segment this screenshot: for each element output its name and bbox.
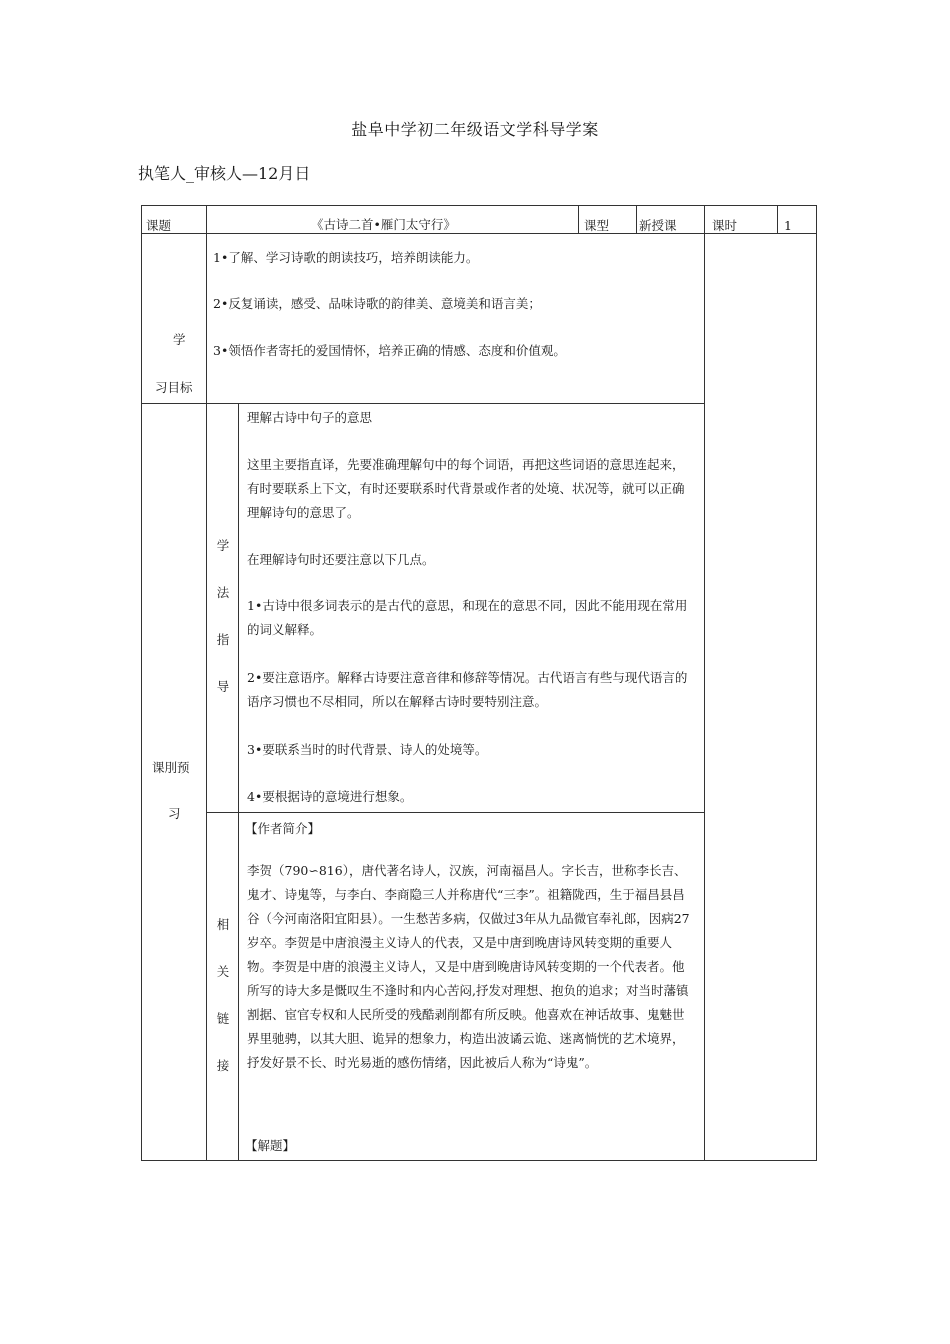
topic-label: 课题: [146, 218, 172, 233]
explanation-heading: 【解题】: [245, 1138, 296, 1153]
divider: [777, 205, 778, 234]
author-reviewer-line: 执笔人_审核人—12月日: [138, 164, 311, 183]
type-label: 课型: [584, 218, 610, 233]
lesson-plan-table: [141, 205, 817, 1161]
method-point: 3•要联系当时的时代背景、诗人的处境等。: [247, 742, 488, 757]
hours-value: 1: [784, 218, 792, 233]
table-border-top: [141, 205, 817, 206]
related-links-label: 相 关 链 接: [216, 917, 230, 1073]
objectives-label-top: 学: [173, 332, 186, 347]
author-bio: 李贺（790∽816），唐代著名诗人，汉族，河南福昌人。字长吉，世称李长吉、鬼才、诗鬼等，与李白、李商隐三人并称唐代“三李”。祖籍陇西，生于福昌县昌谷（今河南洛阳宜阳县）。一生愁苦多病，仅做过3年从九品微官奉礼郎，因病27岁卒。李贺是中唐浪漫主义诗人的代表，又是中唐到晚唐诗风转变期的重要人物。李贺是中唐的浪漫主义诗人，又是中唐到晚唐诗风转变期的一个代表者。他所写的诗大多是慨叹生不逢时和内心苦闷,抒发对理想、抱负的追求；对当时藩镇割据、宦官专权和人民所受的残酷剥削都有所反映。他喜欢在神话故事、鬼魅世界里驰骋，以其大胆、诡异的想象力，构造出波谲云诡、迷离惝恍的艺术境界，抒发好景不长、时光易逝的感伤情绪，因此被后人称为“诗鬼”。: [247, 863, 690, 1070]
hours-label: 课时: [712, 218, 738, 233]
divider: [704, 205, 705, 1161]
method-point: 4•要根据诗的意境进行想象。: [247, 789, 413, 804]
divider: [636, 205, 637, 234]
method-note: 在理解诗句时还要注意以下几点。: [247, 552, 435, 567]
objective-item: 3•领悟作者寄托的爱国情怀，培养正确的情感、态度和价值观。: [213, 343, 566, 358]
method-point: 2•要注意语序。解释古诗要注意音律和修辞等情况。古代语言有些与现代语言的语序习惯也不尽相同，所以在解释古诗时要特别注意。: [247, 670, 688, 709]
method-guide-label: 学 法 指 导: [216, 538, 230, 694]
type-value: 新授课: [639, 218, 677, 233]
author-intro-heading: 【作者简介】: [245, 821, 321, 836]
document-title: 盐阜中学初二年级语文学科导学案: [351, 120, 599, 139]
divider: [578, 205, 579, 234]
objectives-label-bottom: 习目标: [155, 380, 193, 395]
divider: [238, 403, 239, 1161]
objective-item: 2•反复诵读，感受、品味诗歌的韵律美、意境美和语言美；: [213, 296, 541, 311]
divider: [141, 403, 705, 404]
method-point: 1•古诗中很多词表示的是古代的意思，和现在的意思不同，因此不能用现在常用的词义解释。: [247, 598, 688, 637]
preview-label-bottom: 习: [168, 806, 181, 821]
method-intro: 这里主要指直译，先要准确理解句中的每个词语，再把这些词语的意思连起来，有时要联系上下文，有时还要联系时代背景或作者的处境、状况等，就可以正确理解诗句的意思了。: [247, 457, 685, 520]
topic-value: 《古诗二首•雁门太守行》: [311, 217, 456, 232]
table-border-right: [816, 205, 817, 1161]
method-heading: 理解古诗中句子的意思: [247, 410, 373, 425]
divider: [206, 233, 207, 1161]
table-border-left: [141, 205, 142, 1161]
divider: [206, 812, 705, 813]
objective-item: 1•了解、学习诗歌的朗读技巧，培养朗读能力。: [213, 250, 479, 265]
table-border-bottom: [141, 1160, 817, 1161]
preview-label-top: 课刖预: [152, 760, 190, 775]
divider: [206, 205, 207, 234]
